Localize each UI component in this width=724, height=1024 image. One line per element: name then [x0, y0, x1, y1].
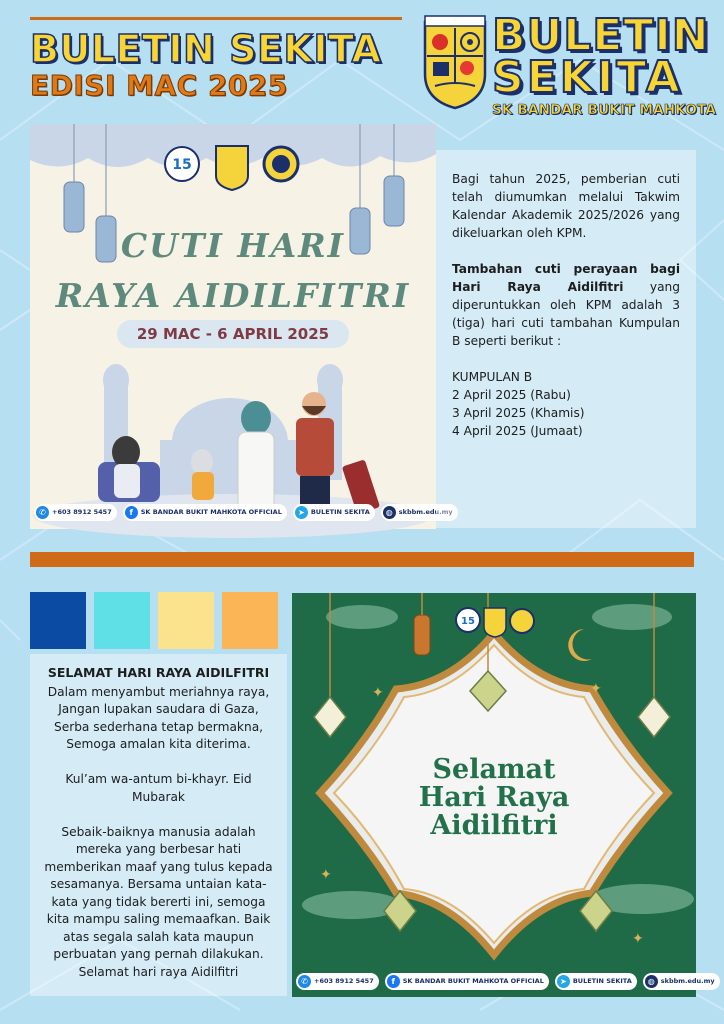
greeting-text-box — [30, 654, 287, 996]
verse-line-3: Serba sederhana tetap bermakna, — [53, 719, 264, 734]
info-paragraph-2-rest: yang diperuntukkan oleh KPM adalah 3 (tiga) hari cuti tambahan Kumpulan B seperti berikut : — [452, 280, 680, 348]
contact-website-2 — [643, 973, 720, 990]
color-swatch-4 — [222, 592, 278, 649]
brand-wordmark — [492, 10, 718, 118]
holiday-poster-title-2: RAYA AIDILFITRI — [55, 276, 411, 315]
title-line-2: EDISI MAC 2025 — [30, 69, 288, 102]
holiday-poster-footer — [30, 500, 462, 524]
raya-title-3: Aidilfitri — [430, 810, 558, 841]
verse-line-1: Dalam menyambut meriahnya raya, — [47, 684, 270, 699]
raya-poster-footer — [292, 969, 724, 993]
holiday-date-1: 2 April 2025 (Rabu) — [452, 388, 571, 402]
phone-text-2: +603 8912 5457 — [314, 977, 374, 985]
holiday-date-range: 29 MAC - 6 APRIL 2025 — [117, 320, 349, 348]
title-line-1: BULETIN SEKITA — [30, 27, 382, 71]
globe-icon: ◍ — [383, 506, 396, 519]
facebook-icon: f — [387, 975, 400, 988]
telegram-text: BULETIN SEKITA — [310, 508, 370, 516]
website-text-2: skbbm.edu.my — [660, 977, 715, 985]
page-title — [30, 27, 382, 102]
verse-line-4: Semoga amalan kita diterima. — [66, 737, 251, 751]
brand-school-name: SK BANDAR BUKIT MAHKOTA — [492, 102, 717, 118]
raya-title-1: Selamat — [432, 754, 556, 785]
contact-telegram — [293, 504, 375, 521]
phone-text: +603 8912 5457 — [52, 508, 112, 516]
greeting-title: SELAMAT HARI RAYA AIDILFITRI — [47, 665, 270, 680]
school-crest-logo — [421, 14, 489, 110]
info-paragraph-2 — [452, 260, 680, 350]
svg-text:✦: ✦ — [632, 931, 644, 947]
facebook-text-2: SK BANDAR BUKIT MAHKOTA OFFICIAL — [402, 977, 544, 985]
contact-phone — [34, 504, 117, 521]
eid-greeting: Kul’am wa-antum bi-khayr. Eid Mubarak — [65, 772, 252, 804]
raya-greeting-poster — [292, 593, 715, 997]
verse-line-2: Jangan lupakan saudara di Gaza, — [58, 702, 259, 716]
svg-text:15: 15 — [172, 157, 192, 173]
info-paragraph-1: Bagi tahun 2025, pemberian cuti telah diumumkan melalui Takwim Kalendar Akademik 2025/2026 yang dikeluarkan oleh KPM. — [452, 172, 680, 240]
contact-facebook — [123, 504, 287, 521]
facebook-text: SK BANDAR BUKIT MAHKOTA OFFICIAL — [140, 508, 282, 516]
telegram-icon: ➤ — [295, 506, 308, 519]
section-divider — [30, 552, 694, 567]
facebook-icon: f — [125, 506, 138, 519]
svg-text:15: 15 — [461, 616, 475, 627]
holiday-info-box — [436, 150, 696, 528]
contact-facebook-2 — [385, 973, 549, 990]
raya-title-2: Hari Raya — [418, 782, 570, 813]
color-swatch-1 — [30, 592, 86, 649]
holiday-date-2: 3 April 2025 (Khamis) — [452, 406, 585, 420]
phone-icon: ✆ — [36, 506, 49, 519]
closing-message: Sebaik-baiknya manusia adalah mereka yang berbesar hati memberikan maaf yang tulus kepada sesamanya. Bersama untaian kata-kata yang tidak bererti ini, semoga kita mampu saling memaafkan. Baik atas segala salah kata maupun perbuatan yang pernah dilakukan. Selamat hari raya Aidilfitri — [44, 824, 273, 979]
color-swatch-3 — [158, 592, 214, 649]
holiday-date-3: 4 April 2025 (Jumaat) — [452, 424, 583, 438]
color-swatch-2 — [94, 592, 150, 649]
website-text: skbbm.edu.my — [398, 508, 453, 516]
svg-text:✦: ✦ — [320, 867, 332, 883]
phone-icon: ✆ — [298, 975, 311, 988]
telegram-text-2: BULETIN SEKITA — [572, 977, 632, 985]
header-rule — [30, 17, 402, 20]
brand-line-2: SEKITA — [492, 52, 683, 103]
globe-icon: ◍ — [645, 975, 658, 988]
holiday-poster — [30, 124, 453, 529]
holiday-poster-title-1: CUTI HARI — [120, 226, 346, 265]
svg-text:✦: ✦ — [590, 681, 602, 697]
contact-telegram-2 — [555, 973, 637, 990]
brand-line-1: BULETIN — [492, 10, 710, 61]
contact-phone-2 — [296, 973, 379, 990]
info-paragraph-2-bold: Tambahan cuti perayaan bagi Hari Raya Aidilfitri — [452, 262, 680, 294]
group-label: KUMPULAN B — [452, 370, 533, 384]
svg-text:✦: ✦ — [372, 685, 384, 701]
telegram-icon: ➤ — [557, 975, 570, 988]
